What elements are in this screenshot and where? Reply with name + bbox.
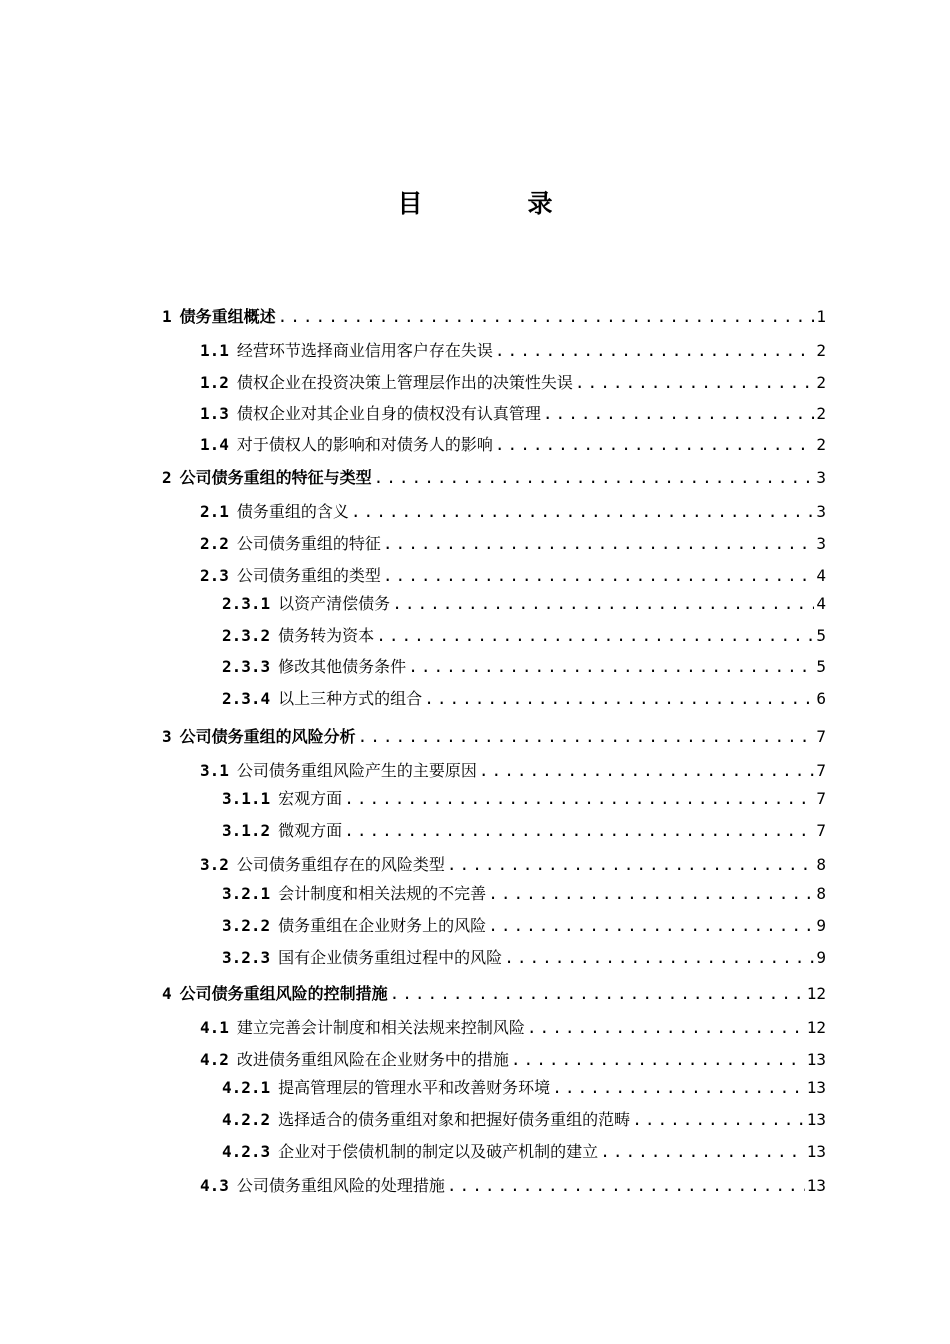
toc-entry-title: 改进债务重组风险在企业财务中的措施	[236, 1050, 509, 1069]
toc-entry-title: 公司债务重组的风险分析	[179, 727, 356, 746]
toc-page-number: 1	[816, 307, 826, 326]
toc-entry-number: 1.4	[200, 435, 229, 454]
toc-page-number: 2	[816, 373, 826, 392]
toc-page-number: 13	[806, 1176, 826, 1195]
toc-entry[interactable]	[222, 820, 826, 842]
toc-entry-number: 1	[162, 307, 172, 326]
toc-entry[interactable]	[200, 854, 826, 876]
toc-entry[interactable]	[162, 983, 826, 1005]
toc-dot-leader	[392, 593, 814, 615]
toc-entry-title: 国有企业债务重组过程中的风险	[278, 948, 503, 967]
toc-entry-number: 4.2.1	[222, 1078, 271, 1097]
toc-entry-title: 债务转为资本	[278, 626, 375, 645]
toc-entry[interactable]	[200, 372, 826, 394]
toc-entry-title: 修改其他债务条件	[278, 657, 407, 676]
toc-entry-number: 2.2	[200, 534, 229, 553]
toc-dot-leader	[447, 1175, 805, 1197]
toc-entry[interactable]	[200, 501, 826, 523]
toc-entry[interactable]	[200, 434, 826, 456]
toc-dot-leader	[511, 1049, 805, 1071]
toc-entry[interactable]	[222, 1141, 826, 1163]
toc-dot-leader	[495, 434, 814, 456]
toc-page-number: 2	[816, 341, 826, 360]
toc-entry[interactable]	[222, 688, 826, 710]
toc-dot-leader	[504, 947, 814, 969]
toc-entry-number: 2.3	[200, 566, 229, 585]
toc-page-number: 7	[816, 789, 826, 808]
toc-entry-title: 公司债务重组风险的控制措施	[179, 984, 388, 1003]
page-title: 目 录	[397, 189, 593, 218]
toc-entry-number: 3.1.1	[222, 789, 271, 808]
toc-entry-title: 以上三种方式的组合	[278, 689, 423, 708]
toc-dot-leader	[552, 1077, 805, 1099]
toc-page-number: 9	[816, 916, 826, 935]
toc-entry-number: 1.3	[200, 404, 229, 423]
toc-page-number: 13	[806, 1142, 826, 1161]
toc-entry-title: 微观方面	[278, 821, 343, 840]
toc-entry-number: 3.2	[200, 855, 229, 874]
toc-page-number: 7	[816, 761, 826, 780]
toc-dot-leader	[376, 625, 814, 647]
toc-dot-leader	[344, 820, 814, 842]
toc-entry-title: 公司债务重组存在的风险类型	[236, 855, 445, 874]
toc-entry[interactable]	[222, 1109, 826, 1131]
toc-entry-title: 宏观方面	[278, 789, 343, 808]
toc-dot-leader	[278, 306, 815, 328]
toc-dot-leader	[390, 983, 805, 1005]
toc-entry[interactable]	[200, 403, 826, 425]
toc-dot-leader	[344, 788, 814, 810]
toc-page-number: 3	[816, 502, 826, 521]
toc-entry-title: 公司债务重组的特征	[236, 534, 381, 553]
toc-entry-title: 公司债务重组风险的处理措施	[236, 1176, 445, 1195]
toc-entry-title: 债权企业对其企业自身的债权没有认真管理	[236, 404, 541, 423]
toc-entry[interactable]	[222, 656, 826, 678]
toc-entry-number: 4.1	[200, 1018, 229, 1037]
toc-entry-number: 2.3.4	[222, 689, 271, 708]
toc-dot-leader	[374, 467, 815, 489]
toc-dot-leader	[351, 501, 814, 523]
toc-page-number: 7	[816, 821, 826, 840]
toc-page-number: 8	[816, 884, 826, 903]
toc-entry-title: 以资产清偿债务	[278, 594, 391, 613]
toc-entry-number: 2.3.1	[222, 594, 271, 613]
toc-entry[interactable]	[200, 1175, 826, 1197]
toc-entry-title: 提高管理层的管理水平和改善财务环境	[278, 1078, 551, 1097]
toc-entry[interactable]	[200, 565, 826, 587]
toc-dot-leader	[383, 533, 814, 555]
toc-entry-title: 企业对于偿债机制的制定以及破产机制的建立	[278, 1142, 599, 1161]
toc-entry-number: 1.1	[200, 341, 229, 360]
toc-entry-title: 经营环节选择商业信用客户存在失误	[236, 341, 493, 360]
toc-entry-number: 4.3	[200, 1176, 229, 1195]
toc-entry[interactable]	[162, 726, 826, 748]
toc-entry-title: 选择适合的债务重组对象和把握好债务重组的范畴	[278, 1110, 631, 1129]
toc-entry-title: 公司债务重组的特征与类型	[179, 468, 372, 487]
toc-entry[interactable]	[222, 625, 826, 647]
toc-dot-leader	[424, 688, 814, 710]
toc-entry-number: 4.2.2	[222, 1110, 271, 1129]
toc-page-number: 13	[806, 1078, 826, 1097]
toc-page-number: 13	[806, 1050, 826, 1069]
toc-entry-number: 1.2	[200, 373, 229, 392]
toc-dot-leader	[383, 565, 814, 587]
toc-entry[interactable]	[200, 533, 826, 555]
toc-page-number: 7	[816, 727, 826, 746]
toc-page-number: 6	[816, 689, 826, 708]
toc-entry[interactable]	[222, 788, 826, 810]
toc-entry-number: 3.2.2	[222, 916, 271, 935]
toc-entry[interactable]	[200, 1017, 826, 1039]
toc-entry-title: 债务重组在企业财务上的风险	[278, 916, 487, 935]
toc-entry[interactable]	[200, 760, 826, 782]
toc-entry[interactable]	[200, 340, 826, 362]
toc-page-number: 3	[816, 468, 826, 487]
toc-entry-title: 对于债权人的影响和对债务人的影响	[236, 435, 493, 454]
toc-dot-leader	[600, 1141, 805, 1163]
toc-page-number: 12	[806, 1018, 826, 1037]
toc-entry-number: 3.2.3	[222, 948, 271, 967]
toc-entry-title: 公司债务重组的类型	[236, 566, 381, 585]
toc-entry[interactable]	[222, 947, 826, 969]
toc-dot-leader	[543, 403, 814, 425]
toc-page-number: 9	[816, 948, 826, 967]
toc-entry-number: 3.2.1	[222, 884, 271, 903]
toc-entry[interactable]	[162, 306, 826, 328]
toc-page-number: 8	[816, 855, 826, 874]
toc-entry-title: 会计制度和相关法规的不完善	[278, 884, 487, 903]
toc-entry[interactable]	[222, 1077, 826, 1099]
toc-entry-title: 债权企业在投资决策上管理层作出的决策性失误	[236, 373, 573, 392]
toc-entry-number: 2.1	[200, 502, 229, 521]
toc-dot-leader	[358, 726, 815, 748]
toc-entry[interactable]	[162, 467, 826, 489]
toc-entry-title: 债务重组概述	[179, 307, 276, 326]
toc-entry-number: 2.3.3	[222, 657, 271, 676]
toc-dot-leader	[447, 854, 814, 876]
toc-page-number: 5	[816, 657, 826, 676]
toc-entry[interactable]	[222, 915, 826, 937]
toc-entry-number: 3	[162, 727, 172, 746]
toc-entry-number: 4.2	[200, 1050, 229, 1069]
toc-entry[interactable]	[222, 593, 826, 615]
toc-page-number: 2	[816, 404, 826, 423]
toc-entry-number: 2	[162, 468, 172, 487]
toc-dot-leader	[632, 1109, 805, 1131]
toc-dot-leader	[575, 372, 814, 394]
toc-page-number: 5	[816, 626, 826, 645]
toc-page-number: 4	[816, 566, 826, 585]
toc-dot-leader	[495, 340, 814, 362]
toc-dot-leader	[488, 883, 814, 905]
toc-entry-number: 2.3.2	[222, 626, 271, 645]
toc-entry[interactable]	[222, 883, 826, 905]
toc-entry-number: 4.2.3	[222, 1142, 271, 1161]
toc-page-number: 13	[806, 1110, 826, 1129]
toc-entry-number: 4	[162, 984, 172, 1003]
toc-dot-leader	[527, 1017, 805, 1039]
toc-entry-title: 公司债务重组风险产生的主要原因	[236, 761, 477, 780]
toc-page-number: 4	[816, 594, 826, 613]
toc-page-number: 2	[816, 435, 826, 454]
toc-entry-title: 债务重组的含义	[236, 502, 349, 521]
toc-entry[interactable]	[200, 1049, 826, 1071]
toc-page-number: 3	[816, 534, 826, 553]
toc-dot-leader	[488, 915, 814, 937]
toc-entry-title: 建立完善会计制度和相关法规来控制风险	[236, 1018, 525, 1037]
toc-page-number: 12	[806, 984, 826, 1003]
toc-entry-number: 3.1.2	[222, 821, 271, 840]
toc-dot-leader	[408, 656, 814, 678]
toc-entry-number: 3.1	[200, 761, 229, 780]
toc-dot-leader	[479, 760, 814, 782]
